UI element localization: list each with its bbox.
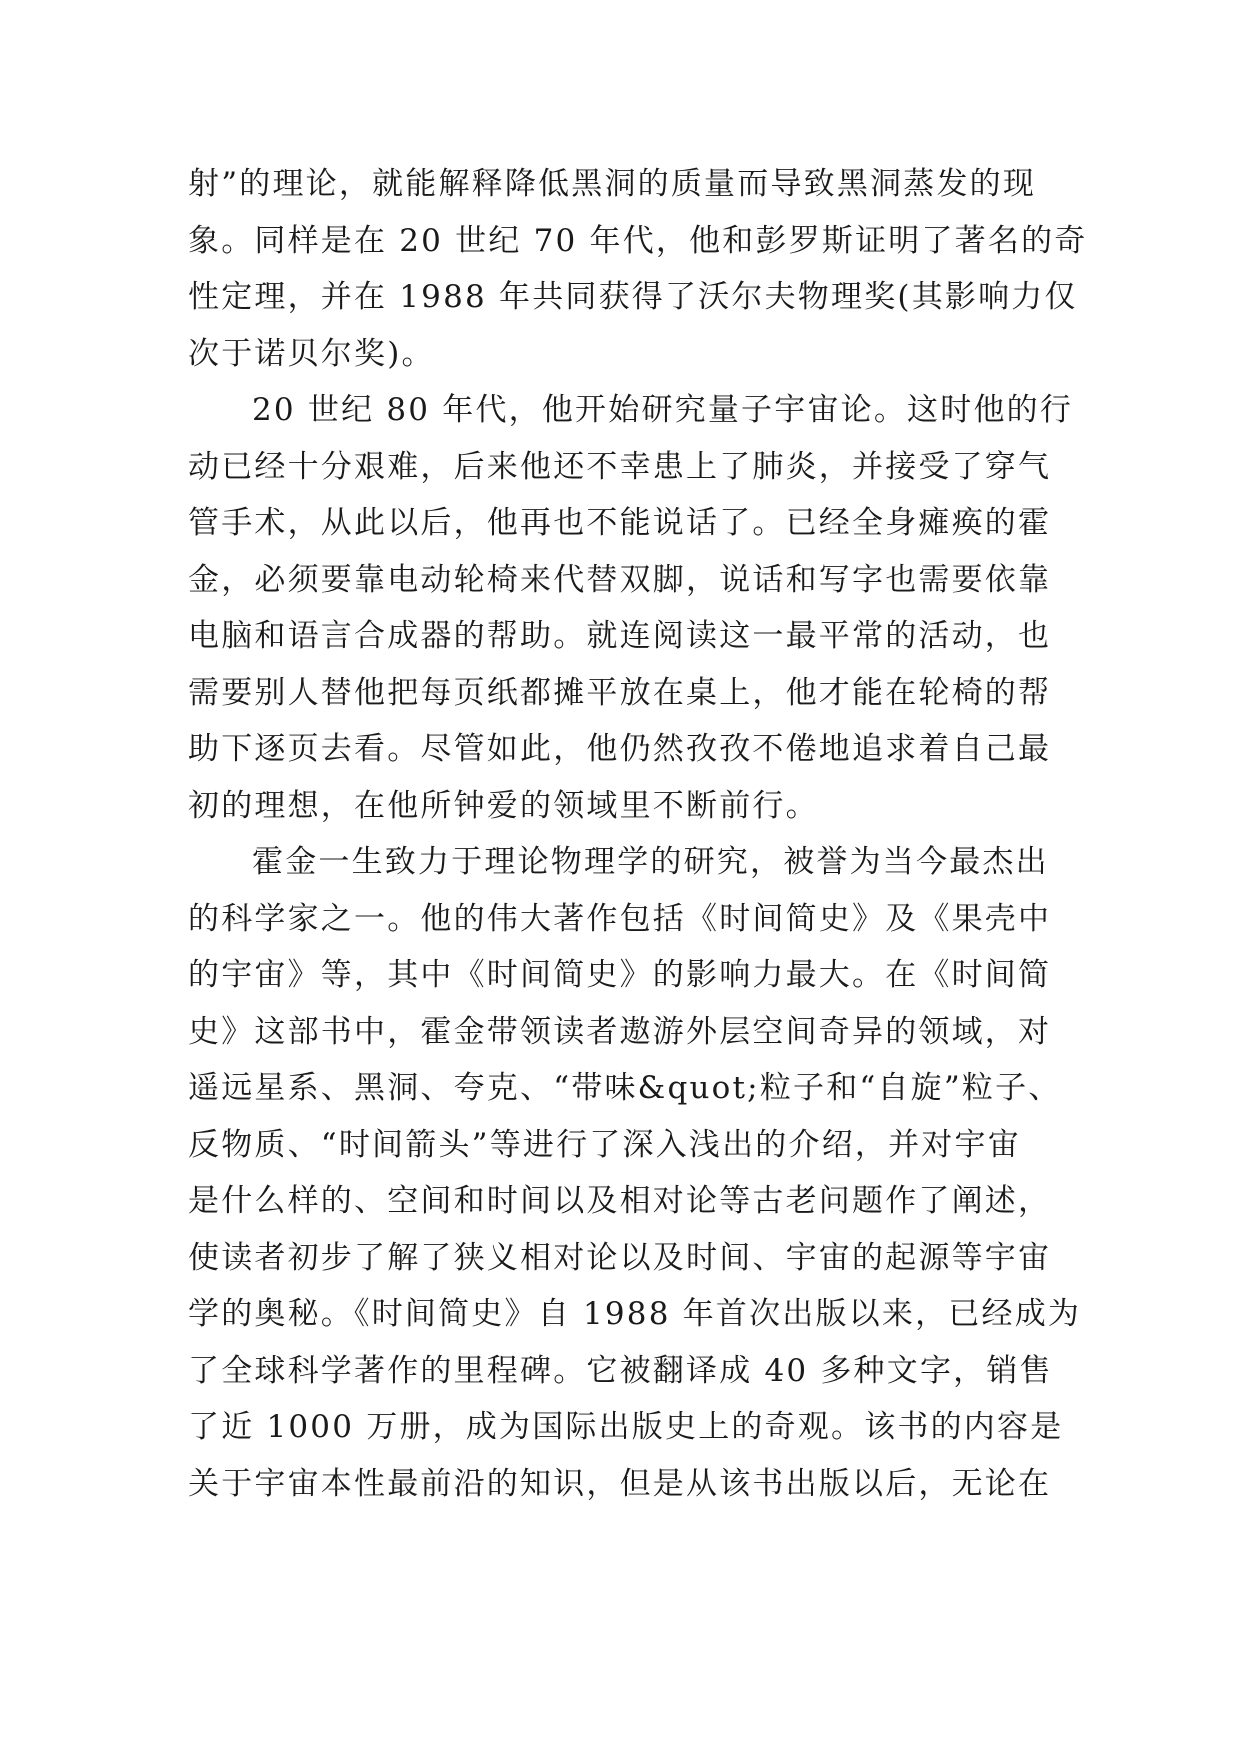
text-line: 射”的理论，就能解释降低黑洞的质量而导致黑洞蒸发的现 — [188, 166, 1037, 202]
text-line: 遥远星系、黑洞、夸克、“带味&quot;粒子和“自旋”粒子、 — [188, 1070, 1062, 1106]
text-line: 使读者初步了解了狭义相对论以及时间、宇宙的起源等宇宙 — [188, 1239, 1052, 1276]
paragraph-first-line: 霍金一生致力于理论物理学的研究，被誉为当今最杰出 — [252, 844, 1049, 880]
paragraph-first-line: 20 世纪 80 年代，他开始研究量子宇宙论。这时他的行 — [252, 392, 1074, 428]
body-text — [188, 156, 1088, 1512]
text-line: 动已经十分艰难，后来他还不幸患上了肺炎，并接受了穿气 — [188, 448, 1052, 485]
text-line: 学的奥秘。《时间简史》自 1988 年首次出版以来，已经成为 — [188, 1296, 1082, 1332]
text-line: 反物质、“时间箭头”等进行了深入浅出的介绍，并对宇宙 — [188, 1126, 1021, 1163]
text-line: 初的理想，在他所钟爱的领域里不断前行。 — [188, 787, 819, 824]
text-line: 次于诺贝尔奖)。 — [188, 335, 435, 372]
text-line: 性定理，并在 1988 年共同获得了沃尔夫物理奖(其影响力仅 — [188, 279, 1078, 315]
text-line: 金，必须要靠电动轮椅来代替双脚，说话和写字也需要依靠 — [188, 561, 1052, 598]
text-line: 了近 1000 万册，成为国际出版史上的奇观。该书的内容是 — [188, 1409, 1064, 1445]
text-line: 助下逐页去看。尽管如此，他仍然孜孜不倦地追求着自己最 — [188, 731, 1052, 767]
text-line: 的宇宙》等，其中《时间简史》的影响力最大。在《时间简 — [188, 957, 1052, 993]
text-line: 是什么样的、空间和时间以及相对论等古老问题作了阐述， — [188, 1183, 1052, 1219]
text-line: 史》这部书中，霍金带领读者遨游外层空间奇异的领域，对 — [188, 1013, 1052, 1050]
text-line: 了全球科学著作的里程碑。它被翻译成 40 多种文字，销售 — [188, 1352, 1053, 1389]
text-line: 的科学家之一。他的伟大著作包括《时间简史》及《果壳中 — [188, 900, 1052, 937]
text-line: 需要别人替他把每页纸都摊平放在桌上，他才能在轮椅的帮 — [188, 674, 1052, 711]
text-line: 管手术，从此以后，他再也不能说话了。已经全身瘫痪的霍 — [188, 505, 1052, 541]
text-line: 电脑和语言合成器的帮助。就连阅读这一最平常的活动，也 — [188, 618, 1052, 654]
text-line: 关于宇宙本性最前沿的知识，但是从该书出版以后，无论在 — [188, 1465, 1052, 1502]
text-line: 象。同样是在 20 世纪 70 年代，他和彭罗斯证明了著名的奇 — [188, 222, 1088, 259]
